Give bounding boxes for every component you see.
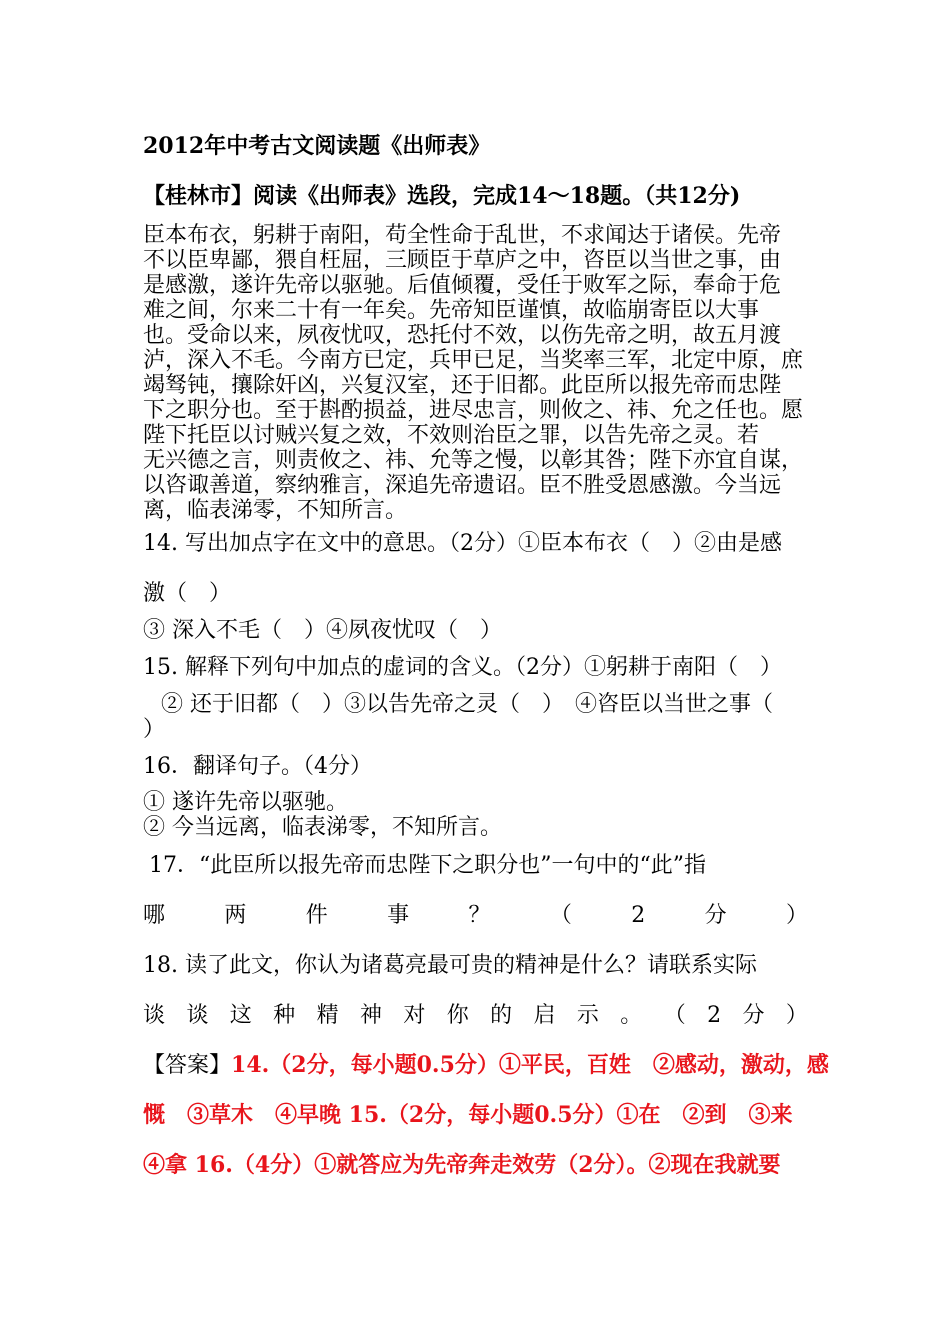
- question-17-line: [143, 903, 808, 928]
- question-char: 谈: [143, 1003, 166, 1028]
- question-char: 2: [631, 903, 646, 928]
- question-char: 分: [742, 1003, 765, 1028]
- passage-line: 竭驽钝，攘除奸凶，兴复汉室，还于旧都。此臣所以报先帝而忠陛: [143, 373, 782, 398]
- answer-line: 慨 ③草木 ④早晚 15.（2分，每小题0.5分）①在 ②到 ③来: [143, 1102, 793, 1128]
- question-16-line: 16．翻译句子。（4分）: [143, 754, 372, 779]
- question-15-line: 15. 解释下列句中加点的虚词的含义。（2分）①躬耕于南阳（ ）: [143, 655, 782, 680]
- question-char: ）: [785, 903, 808, 928]
- question-char: 你: [446, 1003, 469, 1028]
- passage-line: 泸，深入不毛。今南方已定，兵甲已足，当奖率三军，北定中原，庶: [143, 348, 804, 373]
- passage-line: 无兴德之言，则责攸之、祎、允等之慢，以彰其咎；陛下亦宜自谋，: [143, 448, 804, 473]
- document-title: 2012年中考古文阅读题《出师表》: [143, 133, 491, 159]
- passage-line: 离，临表涕零，不知所言。: [143, 498, 408, 523]
- question-char: 对: [403, 1003, 426, 1028]
- passage: [143, 223, 808, 523]
- section-heading: 【桂林市】阅读《出师表》选段，完成14～18题。（共12分): [143, 183, 741, 209]
- document-page: [143, 128, 829, 1178]
- answer-label: 【答案】: [143, 1053, 232, 1078]
- question-char: 分: [704, 903, 727, 928]
- question-char: 2: [707, 1003, 722, 1028]
- question-14-line: ③ 深入不毛（ ）④夙夜忧叹（ ）: [143, 618, 502, 643]
- question-14-line: 14. 写出加点字在文中的意思。（2分）①臣本布衣（ ）②由是感: [143, 531, 782, 556]
- passage-line: 难之间，尔来二十有一年矣。先帝知臣谨慎，故临崩寄臣以大事: [143, 298, 760, 323]
- question-char: ）: [785, 1003, 808, 1028]
- passage-line: 下之职分也。至于斟酌损益，进尽忠言，则攸之、祎、允之任也。愿: [143, 398, 804, 423]
- question-char: 启: [533, 1003, 556, 1028]
- passage-line: 不以臣卑鄙，猥自枉屈，三顾臣于草庐之中，咨臣以当世之事，由: [143, 248, 782, 273]
- answer-line: ④拿 16.（4分）①就答应为先帝奔走效劳（2分）。②现在我就要: [143, 1152, 781, 1178]
- question-17-line: 17．“此臣所以报先帝而忠陛下之职分也”一句中的“此”指: [149, 853, 706, 878]
- question-char: ？: [468, 903, 491, 928]
- question-char: （: [549, 903, 572, 928]
- question-16-line: ② 今当远离，临表涕零，不知所言。: [143, 815, 502, 840]
- question-char: 。: [620, 1003, 643, 1028]
- question-char: 种: [273, 1003, 296, 1028]
- question-char: 两: [224, 903, 247, 928]
- question-char: 精: [316, 1003, 339, 1028]
- passage-line: 也。受命以来，夙夜忧叹，恐托付不效，以伤先帝之明，故五月渡: [143, 323, 782, 348]
- passage-line: 是感激，遂许先帝以驱驰。后值倾覆，受任于败军之际，奉命于危: [143, 273, 782, 298]
- question-14-line: 激（ ）: [143, 581, 232, 606]
- question-18-line: 18. 读了此文，你认为诸葛亮最可贵的精神是什么？请联系实际: [143, 953, 757, 978]
- question-char: 神: [359, 1003, 382, 1028]
- question-15-line: ② 还于旧都（ ）③以告先帝之灵（ ） ④咨臣以当世之事（: [161, 692, 773, 717]
- question-char: 谈: [186, 1003, 209, 1028]
- question-char: 示: [576, 1003, 599, 1028]
- question-char: 哪: [143, 903, 166, 928]
- question-char: 的: [490, 1003, 513, 1028]
- question-16-line: ① 遂许先帝以驱驰。: [143, 790, 348, 815]
- passage-line: 陛下托臣以讨贼兴复之效，不效则治臣之罪，以告先帝之灵。若: [143, 423, 760, 448]
- question-18-line: [143, 1003, 808, 1028]
- question-char: 这: [229, 1003, 252, 1028]
- question-char: 件: [305, 903, 328, 928]
- question-char: （: [663, 1003, 686, 1028]
- passage-line: 以咨诹善道，察纳雅言，深追先帝遗诏。臣不胜受恩感激。今当远: [143, 473, 782, 498]
- answer-line: [143, 1052, 829, 1078]
- passage-line: 臣本布衣，躬耕于南阳，苟全性命于乱世，不求闻达于诸侯。先帝: [143, 223, 782, 248]
- question-15-line: ）: [143, 717, 166, 742]
- question-char: 事: [387, 903, 410, 928]
- answer-text: 14.（2分，每小题0.5分）①平民，百姓 ②感动，激动，感: [231, 1052, 829, 1078]
